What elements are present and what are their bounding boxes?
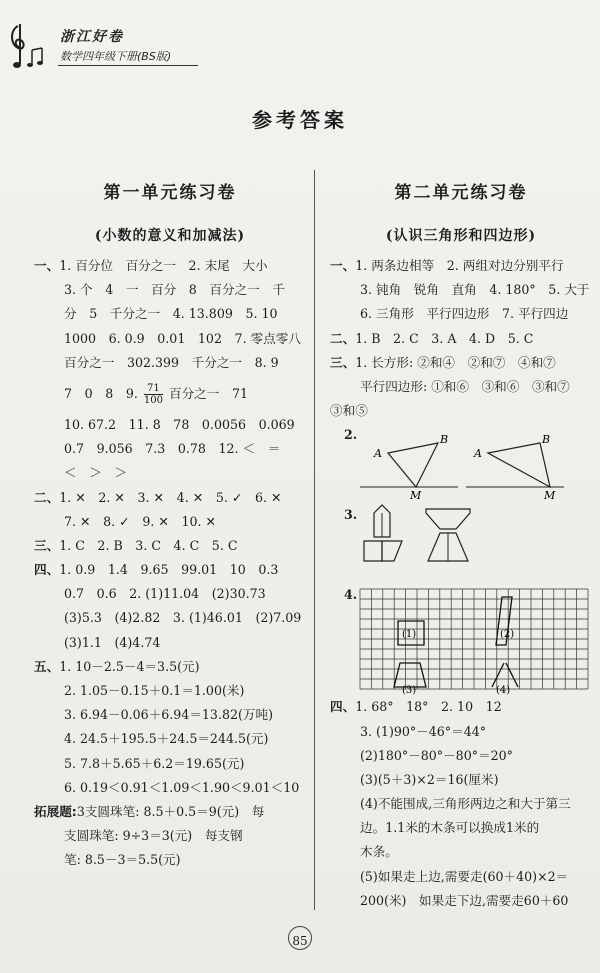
answer-line: ＜ ＞ ＞ bbox=[64, 465, 127, 481]
unit-one-title: 第一单元练习卷 bbox=[103, 183, 237, 203]
answer-line: 边。1.1米的木条可以换成1米的 bbox=[360, 820, 540, 836]
answer-line: 一、1. 百分位 百分之一 2. 末尾 大小 bbox=[34, 258, 268, 273]
book-subtitle: 数学四年级下册(BS版) bbox=[60, 50, 172, 63]
answer-line: 7. ✕ 8. ✓ 9. ✕ 10. ✕ bbox=[64, 513, 217, 529]
answer-line: 3. 个 4 一 百分 8 百分之一 千 bbox=[64, 282, 285, 298]
answer-line: 笔: 8.5－3＝5.5(元) bbox=[64, 852, 181, 868]
point-label-a: A bbox=[374, 447, 382, 461]
unit-one-column bbox=[34, 176, 306, 873]
point-label-m: M bbox=[544, 489, 556, 500]
answer-line: (2)180°－80°－80°＝20° bbox=[360, 747, 513, 763]
grid-figures bbox=[330, 583, 592, 695]
point-label-m: M bbox=[410, 489, 422, 500]
answer-line: 拓展题:3支圆珠笔: 8.5＋0.5＝9(元) 每 bbox=[34, 803, 265, 819]
answer-line: 3. 钝角 锐角 直角 4. 180° 5. 大于 bbox=[360, 282, 590, 298]
unit-two-title: 第二单元练习卷 bbox=[394, 183, 528, 203]
answer-line: 5. 7.8＋5.65＋6.2＝19.65(元) bbox=[64, 755, 245, 771]
answer-line: 3. (1)90°－46°＝44° bbox=[360, 723, 487, 739]
page-title: 参考答案 bbox=[252, 108, 348, 132]
unit-one-subtitle: (小数的意义和加减法) bbox=[94, 228, 246, 244]
answer-line: ③和⑤ bbox=[330, 403, 368, 419]
answer-line: 三、1. 长方形: ②和④ ②和⑦ ④和⑦ bbox=[330, 354, 556, 370]
answer-line: 一、1. 两条边相等 2. 两组对边分别平行 bbox=[330, 258, 564, 273]
answer-line: (3)5.3 (4)2.82 3. (1)46.01 (2)7.09 bbox=[64, 610, 302, 626]
answer-line: 五、1. 10－2.5－4＝3.5(元) bbox=[34, 658, 200, 674]
answer-line: 4. 24.5＋195.5＋24.5＝244.5(元) bbox=[64, 731, 269, 747]
shape-figures bbox=[330, 503, 592, 579]
grid-diagram bbox=[330, 583, 592, 695]
fraction: $\frac{71}{100}$ bbox=[143, 382, 163, 406]
answer-line: 10. 67.2 11. 8 78 0.0056 0.069 bbox=[64, 416, 295, 432]
answer-line: 3. 6.94－0.06＋6.94＝13.82(万吨) bbox=[64, 707, 273, 723]
grid-label-1: (1) bbox=[402, 629, 417, 641]
answer-line: 二、1. ✕ 2. ✕ 3. ✕ 4. ✕ 5. ✓ 6. ✕ bbox=[34, 489, 282, 505]
answer-line: 支圆珠笔: 9÷3＝3(元) 每支钢 bbox=[64, 828, 243, 844]
point-label-a: A bbox=[474, 447, 482, 461]
answer-line: 四、1. 68° 18° 2. 10 12 bbox=[330, 699, 502, 715]
answer-line-fraction: 7 0 8 9. $\frac{71}{100}$ 百分之一 71 bbox=[64, 382, 248, 406]
answer-line: 0.7 0.6 2. (1)11.04 (2)30.73 bbox=[64, 586, 266, 602]
triangle-diagram bbox=[330, 423, 592, 499]
answer-line: 平行四边形: ①和⑥ ③和⑥ ③和⑦ bbox=[360, 378, 570, 394]
point-label-b: B bbox=[542, 433, 551, 447]
triangle-figures bbox=[330, 423, 592, 499]
answer-line: 分 5 千分之一 4. 13.809 5. 10 bbox=[64, 306, 278, 322]
answer-line: 木条。 bbox=[360, 844, 398, 860]
answer-line: 二、1. B 2. C 3. A 4. D 5. C bbox=[330, 330, 534, 346]
series-title: 浙江好卷 bbox=[60, 29, 124, 45]
header-rule bbox=[58, 65, 198, 66]
page-number: 85 bbox=[292, 934, 308, 948]
grid-label-2: (2) bbox=[500, 629, 515, 641]
answer-line: 1000 6. 0.9 0.01 102 7. 零点零八 bbox=[64, 330, 301, 346]
answer-line: (5)如果走上边,需要走(60＋40)×2＝ bbox=[360, 868, 569, 884]
answer-line: 6. 三角形 平行四边形 7. 平行四边 bbox=[360, 306, 569, 322]
music-note-logo-icon bbox=[6, 20, 54, 72]
answer-line: 6. 0.19＜0.91＜1.09＜1.90＜9.01＜10 bbox=[64, 779, 300, 795]
header bbox=[0, 0, 600, 80]
grid-label-4: (4) bbox=[496, 685, 511, 696]
answer-line: 0.7 9.056 7.3 0.78 12. ＜ ＝ bbox=[64, 441, 281, 457]
grid-label-3: (3) bbox=[402, 685, 417, 696]
answer-line: 百分之一 302.399 千分之一 8. 9 bbox=[64, 354, 279, 370]
point-label-b: B bbox=[440, 433, 449, 447]
answer-line: 2. 1.05－0.15＋0.1＝1.00(米) bbox=[64, 683, 245, 698]
answer-line: 200(米) 如果走下边,需要走60＋60 bbox=[360, 892, 569, 908]
question-number: 2. bbox=[344, 427, 358, 443]
answer-line: (3)1.1 (4)4.74 bbox=[64, 634, 161, 650]
answer-line: (4)不能围成,三角形两边之和大于第三 bbox=[360, 796, 571, 812]
column-divider bbox=[314, 170, 315, 910]
answer-line: (3)(5＋3)×2＝16(厘米) bbox=[360, 771, 499, 787]
unit-two-column bbox=[330, 176, 592, 913]
unit-two-subtitle: (认识三角形和四边形) bbox=[385, 228, 537, 244]
question-number: 3. bbox=[344, 507, 358, 523]
answer-line: 四、1. 0.9 1.4 9.65 99.01 10 0.3 bbox=[34, 562, 279, 578]
answer-line: 三、1. C 2. B 3. C 4. C 5. C bbox=[34, 537, 238, 553]
shapes-diagram bbox=[330, 503, 592, 579]
question-number: 4. bbox=[344, 587, 358, 603]
